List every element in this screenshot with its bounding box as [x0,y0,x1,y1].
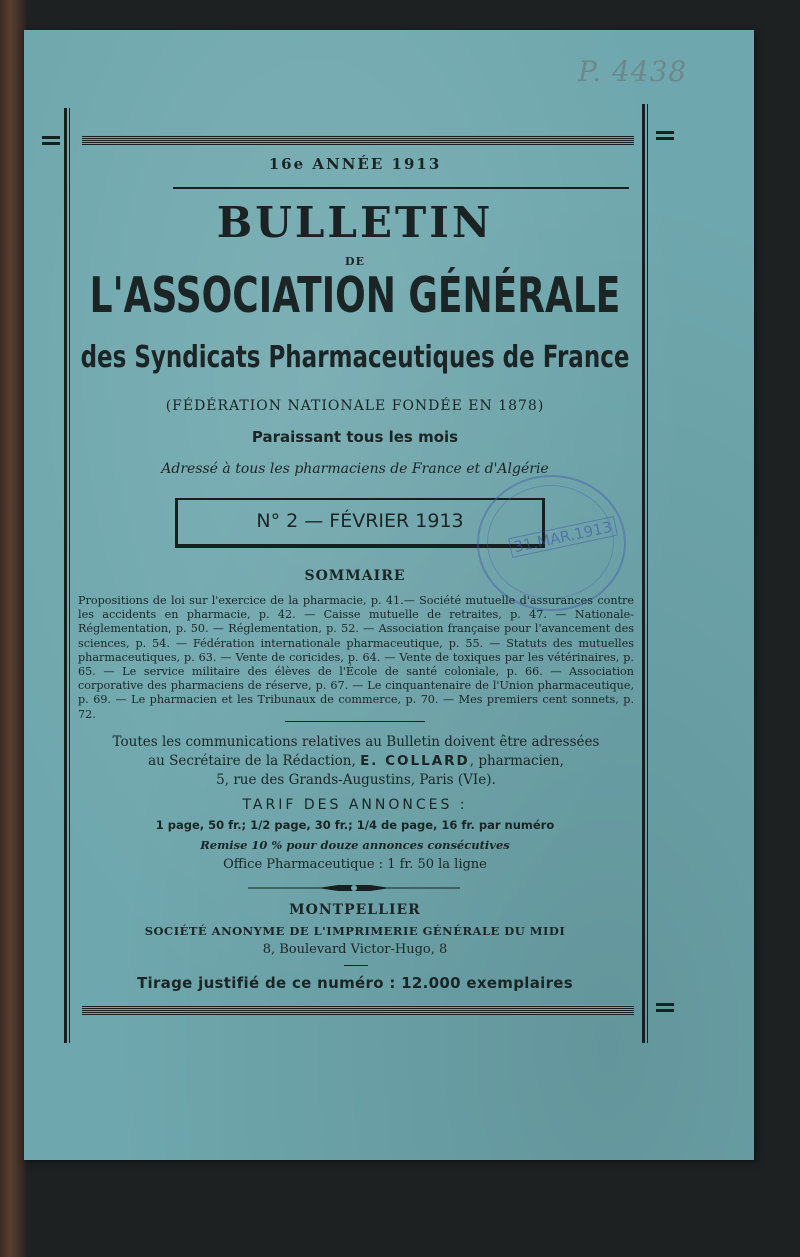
imprint-divider [344,965,368,966]
imprint-printer: SOCIÉTÉ ANONYME DE L'IMPRIMERIE GÉNÉRALE DU MIDI [144,924,566,938]
frame-tick [656,1003,674,1006]
redacteur-name: E. COLLARD [360,753,470,769]
communications-text: au Secrétaire de la Rédaction, [148,753,356,769]
issue-number: N° 2 — FÉVRIER 1913 [256,510,464,532]
frame-top-band [82,135,634,145]
tarif-remise: Remise 10 % pour douze annonces consécutives [200,838,510,852]
library-stamp [477,475,626,611]
frame-right-rule-inner [647,104,648,1043]
tirage-line: Tirage justifié de ce numéro : 12.000 exemplaires [137,974,573,992]
frame-tick [656,1009,674,1012]
title-connector: DE [345,255,365,268]
communications-block [78,733,634,790]
ornamental-divider [248,883,460,893]
imprint-city: MONTPELLIER [289,902,421,918]
year-rule [173,187,629,189]
frame-tick [42,136,60,139]
book-spine [0,0,26,1257]
frame-tick [656,137,674,140]
communications-line [78,752,634,771]
communications-line: 5, rue des Grands-Augustins, Paris (VIe). [216,772,496,788]
section-divider [285,721,425,722]
tarif-office: Office Pharmaceutique : 1 fr. 50 la ligne [223,857,487,872]
federation-line: (FÉDÉRATION NATIONALE FONDÉE EN 1878) [165,398,545,414]
year-line: 16e ANNÉE 1913 [268,155,442,173]
frame-tick [656,131,674,134]
syndicats-subtitle: des Syndicats Pharmaceutiques de France [80,341,630,375]
stamp-date: 31.MAR.1913 [508,516,618,558]
frame-left-rule-inner [69,108,70,1043]
imprint-address: 8, Boulevard Victor-Hugo, 8 [262,942,448,957]
tarif-title: TARIF DES ANNONCES : [242,797,468,813]
parution-line: Paraissant tous les mois [251,428,459,446]
frame-tick [42,142,60,145]
tarif-prices: 1 page, 50 fr.; 1/2 page, 30 fr.; 1/4 de page, 16 fr. par numéro [155,818,555,832]
frame-right-rule [642,104,645,1043]
audience-line: Adressé à tous les pharmaciens de France et d'Algérie [161,461,549,477]
sommaire-text: Propositions de loi sur l'exercice de la pharmacie, p. 41.— Société mutuelle d'assurances contre les accidents en pharmacie, p. 42. — Caisse mutuelle de retraites, p. 47. — Nationale-Réglementation, p. 50. — Réglementation, p. 52. — Association française pour l'avancement des sciences, p. 54. — Fédération internationale pharmaceutique, p. 55. — Statuts des mutuelles pharmaceutiques, p. 63. — Vente de coricides, p. 64. — Vente de toxiques par les vétérinaires, p. 65. — Le service militaire des élèves de l'École de santé coloniale, p. 66. — Association corporative des pharmaciens de réserve, p. 67. — Le cinquantenaire de l'Union pharmaceutique, p. 69. — Le pharmacien et les Tribunaux de commerce, p. 70. — Mes premiers cent sonnets, p. 72. [78,594,634,721]
frame-left-rule [64,108,67,1043]
association-title: L'ASSOCIATION GÉNÉRALE [89,268,621,325]
communications-text: , pharmacien, [469,753,564,769]
frame-bottom-band [82,1005,634,1015]
bulletin-title: BULLETIN [216,198,494,247]
communications-line: Toutes les communications relatives au Bulletin doivent être adressées [112,734,600,750]
handwritten-call-number: P. 4438 [578,55,688,88]
sommaire-title: SOMMAIRE [304,568,406,584]
